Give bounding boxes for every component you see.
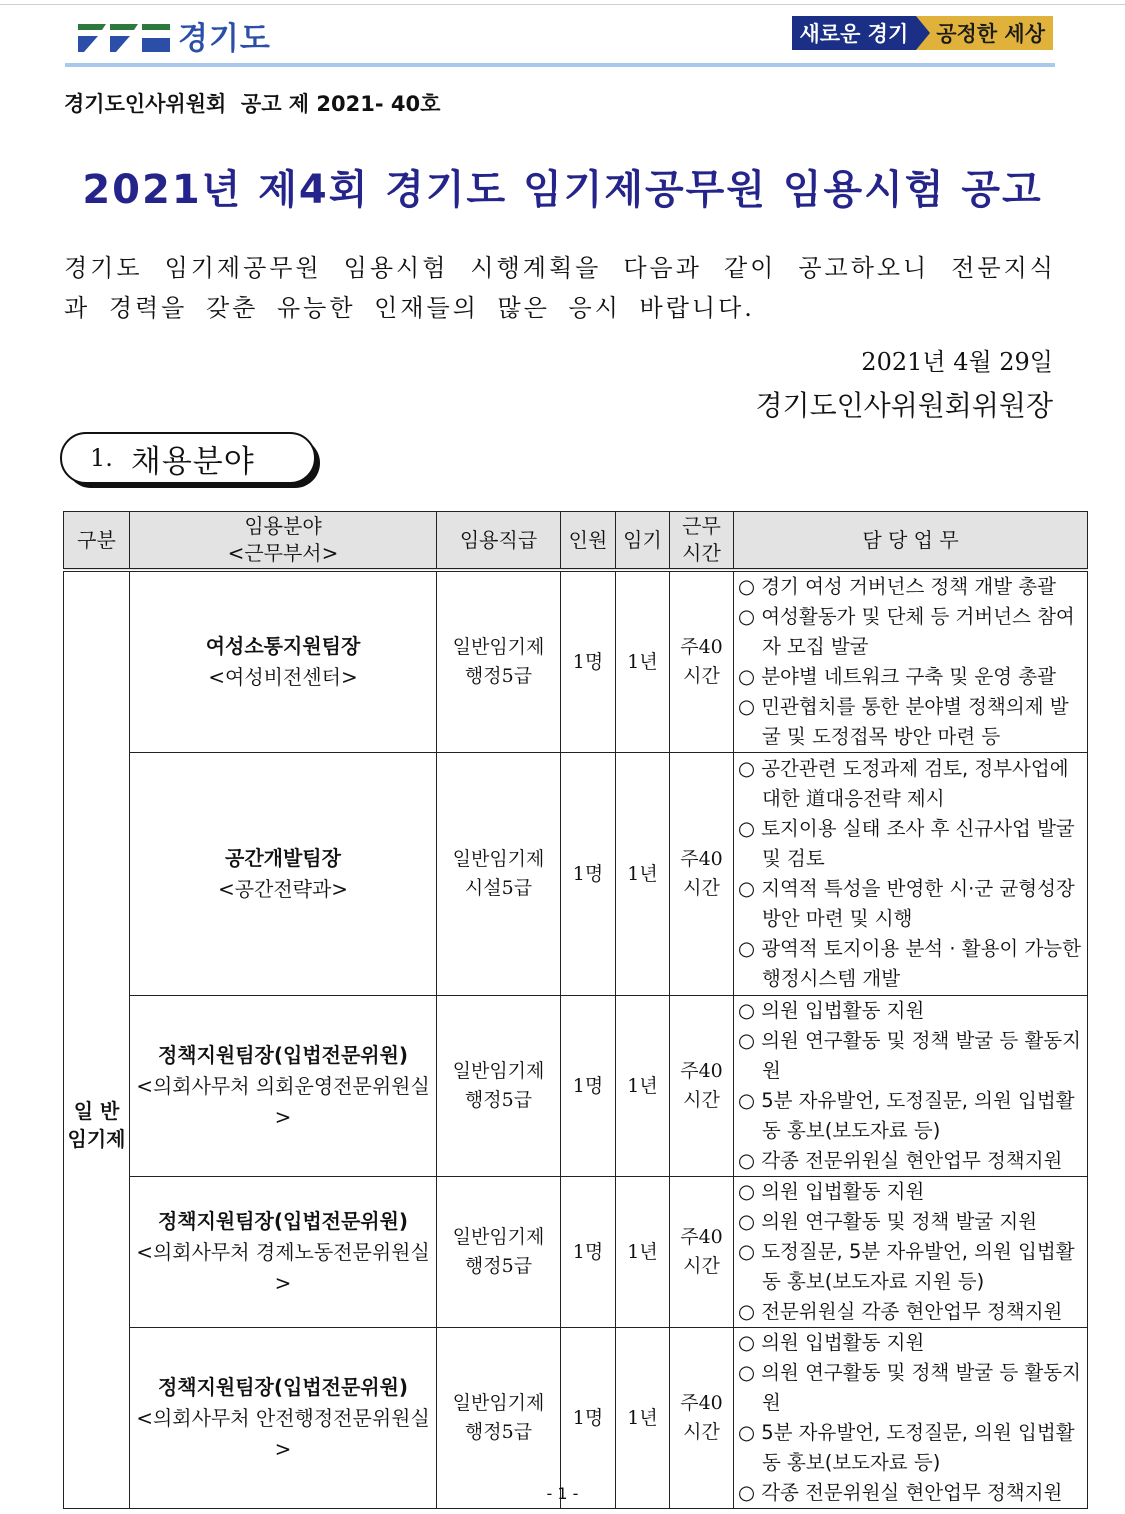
field-cell bbox=[130, 1328, 437, 1509]
headcount-cell: 1명 bbox=[561, 753, 616, 996]
field-dept: <의회사무처 안전행정전문위원실> bbox=[136, 1405, 430, 1461]
grade-line1: 일반임기제 bbox=[452, 1060, 545, 1082]
grade-cell bbox=[437, 996, 561, 1177]
hours-cell bbox=[670, 996, 734, 1177]
grade-line1: 일반임기제 bbox=[452, 636, 545, 658]
duty-item: ○ 여성활동가 및 단체 등 거버넌스 참여자 모집 발굴 bbox=[738, 605, 1075, 658]
duty-item: ○ 경기 여성 거버넌스 정책 개발 총괄 bbox=[738, 575, 1056, 598]
term-cell: 1년 bbox=[616, 753, 670, 996]
table-row bbox=[64, 570, 1088, 753]
header-duties: 담 당 업 무 bbox=[734, 512, 1088, 571]
gyeonggi-logo bbox=[76, 14, 271, 56]
duty-item: ○ 각종 전문위원실 현안업무 정책지원 bbox=[738, 1149, 1063, 1172]
field-cell bbox=[130, 753, 437, 996]
page-title: 2021년 제4회 경기도 임기제공무원 임용시험 공고 bbox=[82, 167, 1043, 213]
hours-line1: 주40 bbox=[680, 1392, 723, 1414]
duties-cell bbox=[734, 753, 1088, 996]
grade-cell bbox=[437, 753, 561, 996]
headcount-cell: 1명 bbox=[561, 1328, 616, 1509]
header-hours-line1: 근무 bbox=[682, 514, 721, 538]
field-name: 정책지원팀장(입법전문위원) bbox=[157, 1208, 409, 1233]
duty-item: ○ 광역적 토지이용 분석 · 활용이 가능한 행정시스템 개발 bbox=[738, 937, 1081, 990]
grade-cell bbox=[437, 570, 561, 753]
slogan-right: 공정한 세상 bbox=[930, 16, 1053, 50]
field-cell bbox=[130, 570, 437, 753]
hours-line2: 시간 bbox=[683, 1255, 720, 1277]
header-rule bbox=[65, 63, 1055, 67]
duties-cell bbox=[734, 1177, 1088, 1328]
notice-date: 2021년 4월 29일 bbox=[861, 348, 1053, 376]
field-name: 공간개발팀장 bbox=[225, 846, 341, 870]
table-row bbox=[64, 1328, 1088, 1509]
duty-item: ○ 의원 연구활동 및 정책 발굴 지원 bbox=[738, 1210, 1038, 1233]
section-heading-box bbox=[60, 432, 316, 484]
table-row bbox=[64, 996, 1088, 1177]
field-dept: <여성비전센터> bbox=[208, 665, 358, 689]
table-row bbox=[64, 1177, 1088, 1328]
gyeonggi-logo-icon bbox=[76, 16, 172, 54]
notice-number: 경기도인사위원회 공고 제 2021- 40호 bbox=[64, 92, 441, 116]
term-cell: 1년 bbox=[616, 1177, 670, 1328]
slogan-arrow-icon bbox=[916, 16, 930, 50]
hours-line1: 주40 bbox=[680, 1060, 723, 1082]
hours-cell bbox=[670, 1328, 734, 1509]
duty-item: ○ 민관협치를 통한 분야별 정책의제 발굴 및 도정접목 방안 마련 등 bbox=[738, 695, 1069, 748]
section-label: 채용분야 bbox=[130, 443, 255, 480]
section-number: 1. bbox=[90, 444, 113, 472]
field-name: 정책지원팀장(입법전문위원) bbox=[157, 1042, 409, 1067]
duty-item: ○ 의원 연구활동 및 정책 발굴 등 활동지원 bbox=[738, 1029, 1081, 1082]
header-category: 구분 bbox=[64, 512, 130, 571]
duty-item: ○ 토지이용 실태 조사 후 신규사업 발굴 및 검토 bbox=[738, 817, 1075, 870]
duty-item: ○ 의원 입법활동 지원 bbox=[738, 1331, 925, 1354]
term-cell: 1년 bbox=[616, 996, 670, 1177]
grade-cell bbox=[437, 1177, 561, 1328]
field-name: 여성소통지원팀장 bbox=[205, 634, 361, 658]
field-cell bbox=[130, 1177, 437, 1328]
hours-line2: 시간 bbox=[683, 665, 720, 687]
headcount-cell: 1명 bbox=[561, 996, 616, 1177]
hours-line2: 시간 bbox=[683, 1421, 720, 1443]
duty-item: ○ 분야별 네트워크 구축 및 운영 총괄 bbox=[738, 665, 1056, 688]
category-cell bbox=[64, 570, 130, 1509]
header-term: 임기 bbox=[616, 512, 670, 571]
headcount-cell: 1명 bbox=[561, 570, 616, 753]
duties-cell bbox=[734, 1328, 1088, 1509]
hours-line2: 시간 bbox=[683, 877, 720, 899]
header-headcount: 인원 bbox=[561, 512, 616, 571]
category-line1: 일 반 bbox=[73, 1099, 120, 1123]
field-dept: <공간전략과> bbox=[217, 877, 349, 901]
recruitment-table bbox=[63, 511, 1088, 1509]
header-hours bbox=[670, 512, 734, 571]
duty-item: ○ 의원 입법활동 지원 bbox=[738, 1180, 925, 1203]
grade-line1: 일반임기제 bbox=[452, 1392, 545, 1414]
field-dept: <의회사무처 의회운영전문위원실> bbox=[136, 1073, 430, 1129]
grade-line2: 행정5급 bbox=[464, 665, 533, 687]
slogan-left: 새로운 경기 bbox=[792, 16, 917, 50]
grade-line1: 일반임기제 bbox=[452, 848, 545, 870]
duty-item: ○ 5분 자유발언, 도정질문, 의원 입법활동 홍보(보도자료 등) bbox=[738, 1089, 1075, 1142]
slogan-banner bbox=[792, 16, 1054, 50]
field-cell bbox=[130, 996, 437, 1177]
logo-text: 경기도 bbox=[178, 20, 271, 57]
grade-line2: 시설5급 bbox=[464, 877, 533, 899]
header-grade: 임용직급 bbox=[437, 512, 561, 571]
table-header-row bbox=[64, 512, 1088, 571]
header-field-line2: <근무부서> bbox=[227, 541, 339, 565]
hours-cell bbox=[670, 1177, 734, 1328]
duty-item: ○ 의원 연구활동 및 정책 발굴 등 활동지원 bbox=[738, 1361, 1081, 1414]
section-heading bbox=[60, 432, 322, 490]
header-hours-line2: 시간 bbox=[682, 541, 721, 565]
hours-line1: 주40 bbox=[680, 636, 723, 658]
duties-cell bbox=[734, 996, 1088, 1177]
hours-cell bbox=[670, 570, 734, 753]
duty-item: ○ 지역적 특성을 반영한 시·군 균형성장 방안 마련 및 시행 bbox=[738, 877, 1075, 930]
field-name: 정책지원팀장(입법전문위원) bbox=[157, 1374, 409, 1399]
hours-line1: 주40 bbox=[680, 848, 723, 870]
hours-cell bbox=[670, 753, 734, 996]
top-gray-rule bbox=[0, 4, 1125, 5]
duty-item: ○ 공간관련 도정과제 검토, 정부사업에 대한 道대응전략 제시 bbox=[738, 757, 1069, 810]
duty-item: ○ 5분 자유발언, 도정질문, 의원 입법활동 홍보(보도자료 등) bbox=[738, 1421, 1075, 1474]
duty-item: ○ 의원 입법활동 지원 bbox=[738, 999, 925, 1022]
table-row bbox=[64, 753, 1088, 996]
duty-item: ○ 도정질문, 5분 자유발언, 의원 입법활동 홍보(보도자료 지원 등) bbox=[738, 1240, 1075, 1293]
duty-item: ○ 전문위원실 각종 현안업무 정책지원 bbox=[738, 1300, 1063, 1323]
grade-line1: 일반임기제 bbox=[452, 1226, 545, 1248]
grade-line2: 행정5급 bbox=[464, 1089, 533, 1111]
grade-line2: 행정5급 bbox=[464, 1255, 533, 1277]
header-field-line1: 임용분야 bbox=[244, 514, 322, 538]
notice-issuer: 경기도인사위원회위원장 bbox=[755, 389, 1053, 422]
duties-cell bbox=[734, 570, 1088, 753]
field-dept: <의회사무처 경제노동전문위원실> bbox=[136, 1239, 430, 1295]
hours-line2: 시간 bbox=[683, 1089, 720, 1111]
grade-cell bbox=[437, 1328, 561, 1509]
intro-paragraph: 경기도 임기제공무원 임용시험 시행계획을 다음과 같이 공고하오니 전문지식과 경력을 갖춘 유능한 인재들의 많은 응시 바랍니다. bbox=[64, 254, 1056, 322]
term-cell: 1년 bbox=[616, 1328, 670, 1509]
header-field bbox=[130, 512, 437, 571]
duty-item: ○ 각종 전문위원실 현안업무 정책지원 bbox=[738, 1481, 1063, 1504]
page-number: - 1 - bbox=[546, 1484, 579, 1503]
headcount-cell: 1명 bbox=[561, 1177, 616, 1328]
hours-line1: 주40 bbox=[680, 1226, 723, 1248]
category-line2: 임기제 bbox=[67, 1127, 126, 1151]
term-cell: 1년 bbox=[616, 570, 670, 753]
grade-line2: 행정5급 bbox=[464, 1421, 533, 1443]
